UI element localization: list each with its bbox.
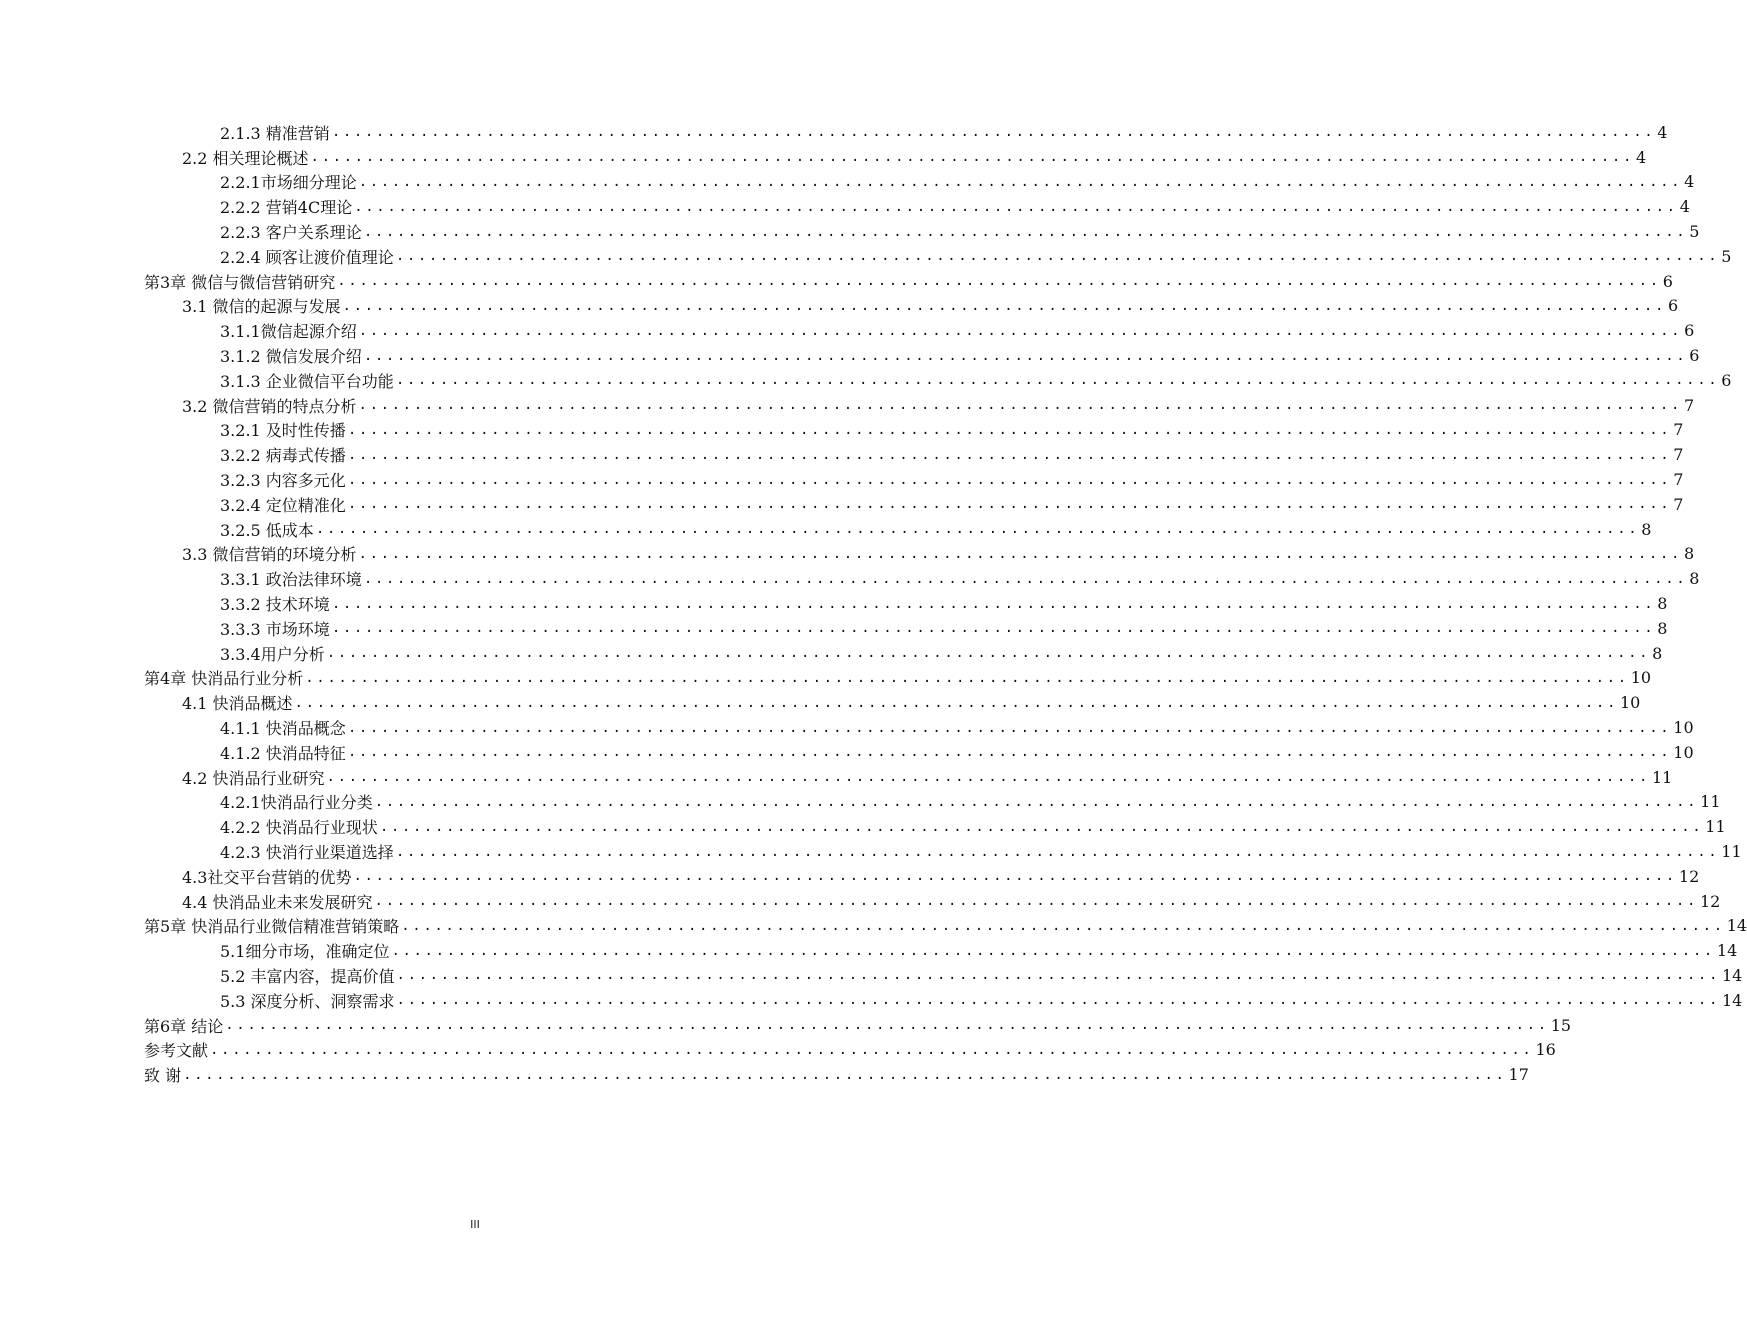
toc-entry-title: 5.3 深度分析、洞察需求 (220, 991, 395, 1011)
toc-entry[interactable] (144, 641, 1663, 666)
toc-entry-page-number: 12 (1678, 866, 1700, 886)
toc-leader-dots: ........................................................................................................................ (379, 818, 1704, 835)
toc-entry-page-number: 10 (1673, 742, 1694, 762)
toc-entry-page-number: 8 (1641, 519, 1652, 539)
toc-entry[interactable] (144, 988, 1743, 1013)
toc-entry-page-number: 10 (1620, 693, 1641, 713)
toc-leader-dots: ........................................................................................................................ (358, 545, 1682, 562)
toc-entry-page-number: 4 (1684, 172, 1695, 192)
toc-leader-dots: ........................................................................................................................ (363, 347, 1688, 364)
toc-entry-title: 4.4 快消品业未来发展研究 (182, 892, 373, 912)
toc-entry-title: 3.2.3 内容多元化 (220, 471, 346, 491)
toc-entry-title: 3.3.4用户分析 (220, 644, 325, 664)
toc-entry-page-number: 11 (1721, 842, 1742, 861)
toc-leader-dots: ........................................................................................................................ (315, 521, 1640, 538)
page-number: III (470, 1218, 480, 1231)
toc-entry-page-number: 7 (1673, 445, 1684, 465)
toc-entry[interactable] (144, 938, 1738, 963)
toc-leader-dots: ........................................................................................................................ (225, 1017, 1549, 1034)
toc-entry-title: 第3章 微信与微信营销研究 (144, 272, 336, 292)
toc-leader-dots: ........................................................................................................................ (401, 917, 1725, 934)
toc-entry-title: 3.3.1 政治法律环境 (220, 570, 362, 590)
toc-entry-title: 4.2.1快消品行业分类 (220, 793, 373, 813)
table-of-contents (144, 120, 1747, 1087)
toc-leader-dots: ........................................................................................................................ (396, 967, 1720, 984)
toc-leader-dots: ........................................................................................................................ (358, 397, 1682, 414)
toc-entry-page-number: 14 (1716, 941, 1738, 961)
toc-entry[interactable] (144, 492, 1684, 517)
toc-entry[interactable] (144, 170, 1695, 195)
toc-entry-title: 4.2.3 快消行业渠道选择 (220, 843, 394, 862)
toc-entry[interactable] (144, 269, 1673, 294)
toc-entry-page-number: 8 (1657, 618, 1668, 638)
toc-entry[interactable] (144, 690, 1641, 715)
toc-leader-dots: ........................................................................................................................ (363, 570, 1688, 587)
toc-entry-page-number: 6 (1721, 370, 1732, 390)
toc-entry[interactable] (144, 963, 1743, 988)
toc-entry[interactable] (144, 294, 1679, 319)
toc-entry-page-number: 11 (1705, 817, 1726, 837)
toc-leader-dots: ........................................................................................................................ (331, 595, 1656, 612)
toc-entry-title: 3.1 微信的起源与发展 (182, 297, 341, 317)
toc-entry[interactable] (144, 740, 1694, 765)
toc-entry-page-number: 7 (1684, 395, 1695, 415)
toc-entry-title: 第6章 结论 (144, 1016, 224, 1036)
toc-leader-dots: ........................................................................................................................ (347, 496, 1672, 513)
toc-leader-dots: ........................................................................................................................ (395, 843, 1720, 860)
toc-entry-page-number: 7 (1673, 420, 1684, 440)
toc-entry-page-number: 5 (1689, 222, 1700, 242)
toc-entry[interactable] (144, 318, 1695, 343)
toc-entry-title: 2.2 相关理论概述 (182, 148, 309, 168)
toc-entry[interactable] (144, 914, 1747, 939)
toc-entry-title: 3.3.2 技术环境 (220, 595, 330, 615)
toc-entry[interactable] (144, 1062, 1529, 1087)
toc-entry-title: 3.2.1 及时性传播 (220, 421, 346, 441)
toc-leader-dots: ........................................................................................................................ (342, 297, 1666, 314)
toc-leader-dots: ........................................................................................................................ (353, 868, 1677, 885)
toc-leader-dots: ........................................................................................................................ (347, 719, 1672, 736)
toc-entry[interactable] (144, 616, 1668, 641)
toc-leader-dots: ........................................................................................................................ (337, 273, 1661, 290)
toc-entry-page-number: 8 (1684, 544, 1695, 564)
toc-entry-page-number: 16 (1535, 1040, 1556, 1060)
toc-entry-title: 4.1 快消品概述 (182, 694, 293, 714)
toc-leader-dots: ........................................................................................................................ (331, 620, 1656, 637)
toc-leader-dots: ........................................................................................................................ (210, 1041, 1534, 1058)
toc-leader-dots: ........................................................................................................................ (310, 149, 1634, 166)
toc-entry[interactable] (144, 790, 1721, 815)
toc-leader-dots: ........................................................................................................................ (326, 769, 1650, 786)
toc-entry[interactable] (144, 1037, 1556, 1062)
toc-entry-page-number: 4 (1679, 197, 1690, 217)
toc-leader-dots: ........................................................................................................................ (331, 124, 1656, 141)
toc-entry-page-number: 5 (1721, 246, 1732, 266)
toc-leader-dots: ........................................................................................................................ (294, 694, 1618, 711)
toc-entry[interactable] (144, 666, 1652, 691)
toc-leader-dots: ........................................................................................................................ (395, 372, 1720, 389)
toc-entry[interactable] (144, 145, 1647, 170)
toc-entry-page-number: 7 (1673, 470, 1684, 490)
toc-entry-page-number: 8 (1689, 569, 1700, 589)
toc-entry-title: 5.2 丰富内容，提高价值 (220, 966, 395, 986)
toc-leader-dots: ........................................................................................................................ (374, 793, 1699, 810)
toc-entry-page-number: 10 (1630, 668, 1652, 688)
toc-entry-page-number: 11 (1652, 767, 1673, 787)
toc-entry-title: 3.2.5 低成本 (220, 520, 314, 540)
toc-entry-page-number: 12 (1700, 891, 1721, 911)
toc-leader-dots: ........................................................................................................................ (305, 669, 1629, 686)
toc-entry[interactable] (144, 120, 1668, 145)
toc-entry-title: 2.2.4 顾客让渡价值理论 (220, 247, 394, 267)
toc-entry-title: 3.3.3 市场环境 (220, 619, 330, 639)
toc-entry-page-number: 4 (1657, 122, 1668, 142)
toc-entry-title: 2.2.3 客户关系理论 (220, 223, 362, 243)
toc-entry[interactable] (144, 393, 1695, 418)
toc-entry-title: 4.1.2 快消品特征 (220, 743, 346, 763)
toc-entry-page-number: 4 (1636, 147, 1647, 167)
toc-entry[interactable] (144, 368, 1732, 393)
toc-entry-page-number: 6 (1668, 296, 1679, 316)
toc-entry-title: 3.2 微信营销的特点分析 (182, 396, 357, 416)
toc-leader-dots: ........................................................................................................................ (347, 421, 1672, 438)
toc-entry-page-number: 10 (1673, 718, 1694, 738)
toc-entry-title: 3.2.2 病毒式传播 (220, 446, 346, 466)
toc-entry[interactable] (144, 864, 1700, 889)
toc-entry[interactable] (144, 219, 1700, 244)
toc-entry[interactable] (144, 715, 1694, 740)
toc-entry[interactable] (144, 542, 1695, 567)
toc-entry[interactable] (144, 244, 1732, 269)
toc-entry-page-number: 6 (1684, 321, 1695, 341)
toc-entry-page-number: 6 (1689, 346, 1700, 366)
toc-entry-title: 3.1.2 微信发展介绍 (220, 347, 362, 367)
toc-entry-page-number: 15 (1550, 1015, 1572, 1035)
toc-entry-page-number: 8 (1657, 594, 1668, 614)
toc-entry-page-number: 14 (1726, 916, 1747, 936)
toc-leader-dots: ........................................................................................................................ (396, 992, 1720, 1009)
toc-entry-page-number: 11 (1700, 792, 1721, 812)
toc-entry-title: 致 谢 (144, 1066, 182, 1086)
toc-leader-dots: ........................................................................................................................ (391, 942, 1715, 959)
toc-entry-title: 4.3社交平台营销的优势 (182, 867, 352, 887)
toc-leader-dots: ........................................................................................................................ (347, 446, 1672, 463)
toc-entry-page-number: 6 (1662, 271, 1673, 291)
toc-entry-page-number: 7 (1673, 494, 1684, 514)
toc-leader-dots: ........................................................................................................................ (374, 893, 1698, 910)
toc-entry-title: 参考文献 (144, 1041, 209, 1061)
toc-entry-page-number: 14 (1722, 965, 1743, 985)
toc-entry[interactable] (144, 1013, 1572, 1038)
toc-entry-title: 3.2.4 定位精准化 (220, 495, 346, 515)
toc-entry[interactable] (144, 566, 1700, 591)
toc-entry-title: 3.3 微信营销的环境分析 (182, 545, 357, 565)
toc-leader-dots: ........................................................................................................................ (358, 173, 1683, 190)
toc-leader-dots: ........................................................................................................................ (358, 322, 1683, 339)
toc-leader-dots: ........................................................................................................................ (326, 645, 1651, 662)
toc-entry-title: 4.2.2 快消品行业现状 (220, 818, 378, 838)
toc-entry-page-number: 14 (1722, 990, 1743, 1010)
toc-entry[interactable] (144, 517, 1652, 542)
toc-entry-title: 第5章 快消品行业微信精准营销策略 (144, 917, 400, 937)
toc-entry-title: 4.2 快消品行业研究 (182, 768, 325, 788)
toc-entry-title: 3.1.3 企业微信平台功能 (220, 371, 394, 391)
toc-entry-title: 3.1.1微信起源介绍 (220, 322, 357, 342)
toc-entry-title: 2.1.3 精准营销 (220, 123, 330, 143)
toc-leader-dots: ........................................................................................................................ (354, 198, 1678, 215)
toc-entry[interactable] (144, 343, 1700, 368)
toc-leader-dots: ........................................................................................................................ (183, 1066, 1507, 1083)
toc-entry[interactable] (144, 591, 1668, 616)
toc-leader-dots: ........................................................................................................................ (347, 471, 1672, 488)
toc-entry-title: 5.1细分市场，准确定位 (220, 942, 390, 962)
toc-entry[interactable] (144, 418, 1684, 443)
toc-entry-page-number: 8 (1652, 643, 1663, 663)
toc-entry[interactable] (144, 889, 1721, 914)
toc-entry[interactable] (144, 467, 1684, 492)
toc-entry[interactable] (144, 765, 1673, 790)
toc-entry[interactable] (144, 839, 1742, 864)
toc-entry[interactable] (144, 442, 1684, 467)
toc-entry[interactable] (144, 194, 1690, 219)
toc-leader-dots: ........................................................................................................................ (347, 744, 1672, 761)
toc-entry-title: 第4章 快消品行业分析 (144, 669, 304, 689)
toc-leader-dots: ........................................................................................................................ (395, 248, 1720, 265)
toc-entry-title: 2.2.2 营销4C理论 (220, 198, 353, 218)
toc-entry-page-number: 17 (1508, 1065, 1529, 1085)
toc-entry-title: 4.1.1 快消品概念 (220, 719, 346, 739)
toc-entry-title: 2.2.1市场细分理论 (220, 173, 357, 193)
toc-leader-dots: ........................................................................................................................ (363, 223, 1688, 240)
toc-entry[interactable] (144, 814, 1726, 839)
